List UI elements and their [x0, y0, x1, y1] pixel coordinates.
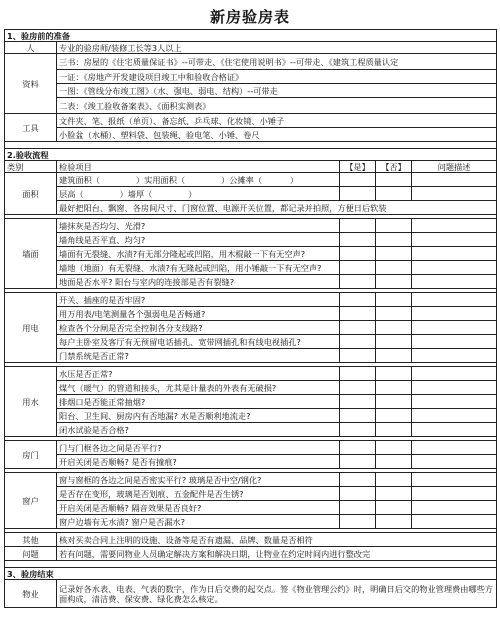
- column-header-row: [5, 161, 497, 173]
- wall-row: [5, 219, 497, 233]
- col-item-header: 检验项目: [57, 161, 340, 173]
- check-item: 闭水试验是否合格?: [57, 423, 340, 437]
- check-no-cell[interactable]: [376, 219, 412, 233]
- check-item: 每户主卧室及客厅有无预留电话插孔、宽带网插孔和有线电视插孔?: [57, 335, 340, 349]
- wall-label: 墙面: [5, 219, 57, 289]
- check-no-cell[interactable]: [376, 335, 412, 349]
- issue-desc-cell[interactable]: [412, 501, 497, 515]
- spacer: [5, 561, 497, 568]
- issue-desc-cell[interactable]: [412, 349, 497, 363]
- check-no-cell[interactable]: [376, 501, 412, 515]
- area-row-2: [5, 187, 497, 201]
- check-yes-cell[interactable]: [340, 501, 376, 515]
- check-no-cell[interactable]: [376, 473, 412, 487]
- docs-item: 二表：《竣工验收备案表》、《面积实测表》: [57, 98, 497, 114]
- check-no-cell[interactable]: [376, 423, 412, 437]
- property-text: 记录好各水表、电表、气表的数字，作为日后交费的起交点。签《物业管理公约》时，明确日后交的物业管理费由哪些方面构成，清洁费、保安费、绿化费怎么核定。: [57, 580, 497, 608]
- electric-label: 用电: [5, 293, 57, 363]
- check-yes-cell[interactable]: [340, 381, 376, 395]
- electric-row: [5, 321, 497, 335]
- person-row: [5, 42, 497, 54]
- area-height-wall: [57, 187, 340, 201]
- door-row: [5, 455, 497, 469]
- check-no-cell[interactable]: [376, 487, 412, 501]
- section2-heading-row: [5, 149, 497, 161]
- area-building-label: 建筑面积（: [59, 174, 100, 185]
- col-yes-header: 【是】: [340, 161, 376, 173]
- issue-desc-cell[interactable]: [412, 473, 497, 487]
- check-item: 墙抹灰是否均匀、光滑?: [57, 219, 340, 233]
- water-label: 用水: [5, 367, 57, 437]
- check-yes-cell[interactable]: [340, 335, 376, 349]
- electric-row: [5, 307, 497, 321]
- window-row: [5, 501, 497, 515]
- check-item: 门禁系统是否正常?: [57, 349, 340, 363]
- issue-text: 若有问题，需要同物业人员确定解决方案和解决日期，让物业在约定时间内进行整改完: [57, 547, 497, 561]
- page-title: 新房验房表: [209, 8, 290, 26]
- docs-item: 一证：《房地产开发建设项目竣工中和验收合格证》: [57, 70, 497, 84]
- check-yes-cell[interactable]: [340, 423, 376, 437]
- door-label: 房门: [5, 441, 57, 469]
- section1-heading: 1、验房前的准备: [5, 30, 497, 42]
- check-no-cell[interactable]: [376, 455, 412, 469]
- issue-desc-cell[interactable]: [412, 293, 497, 307]
- check-item: 墙面有无裂缝、水渍?有无部分隆起或凹陷，用木棍敲一下有无空声?: [57, 247, 340, 261]
- check-yes-cell[interactable]: [340, 233, 376, 247]
- check-yes-cell[interactable]: [340, 455, 376, 469]
- issue-desc-cell[interactable]: [412, 441, 497, 455]
- check-item: 开启关闭是否顺畅? 是否有撞痕?: [57, 455, 340, 469]
- check-yes-cell[interactable]: [340, 515, 376, 529]
- check-item: 窗与窗框的各边之间是否密实平行? 玻璃是否中空/钢化?: [57, 473, 340, 487]
- check-no-cell[interactable]: [376, 173, 412, 187]
- check-no-cell[interactable]: [376, 395, 412, 409]
- check-no-cell[interactable]: [376, 381, 412, 395]
- check-yes-cell[interactable]: [340, 367, 376, 381]
- check-yes-cell[interactable]: [340, 187, 376, 201]
- check-item: 门与门框各边之间是否平行?: [57, 441, 340, 455]
- issue-desc-cell[interactable]: [412, 261, 497, 275]
- issue-row: [5, 547, 497, 561]
- spacer-row: [5, 142, 497, 149]
- issue-desc-cell[interactable]: [412, 409, 497, 423]
- check-item: 水压是否正常?: [57, 367, 340, 381]
- area-note: 最好把阳台、飘窗、各房间尺寸、门窗位置、电源开关位置，都记录并拍照，方便日后软装: [57, 201, 497, 215]
- check-yes-cell[interactable]: [340, 321, 376, 335]
- docs-item: 三书：房屋的《住宅质量保证书》--可带走、《住宅使用说明书》--可带走、《建筑工程质量认定: [57, 54, 497, 70]
- water-row: [5, 423, 497, 437]
- check-yes-cell[interactable]: [340, 473, 376, 487]
- area-close-paren-2: ）: [188, 188, 197, 199]
- issue-desc-cell[interactable]: [412, 233, 497, 247]
- spacer: [5, 142, 497, 149]
- check-no-cell[interactable]: [376, 515, 412, 529]
- person-text: 专业的验房师/装修工长等3人以上: [57, 42, 497, 54]
- issue-desc-cell[interactable]: [412, 321, 497, 335]
- check-item: 开关、插座的是否牢固?: [57, 293, 340, 307]
- issue-desc-cell[interactable]: [412, 367, 497, 381]
- check-item: 阳台、卫生间、厨房内有否地漏? 水是否顺利地流走?: [57, 409, 340, 423]
- issue-desc-cell[interactable]: [412, 455, 497, 469]
- other-text: 核对买卖合同上注明的设施、设备等是否有遗漏、品牌、数量是否相符: [57, 533, 497, 547]
- check-item: 煤气（暖气）的管道和接头，尤其是计量表的外表有无破损?: [57, 381, 340, 395]
- issue-desc-cell[interactable]: [412, 187, 497, 201]
- person-label: 人: [5, 42, 57, 54]
- wall-row: [5, 261, 497, 275]
- electric-row: [5, 293, 497, 307]
- section3-heading: 3、验房结束: [5, 568, 497, 580]
- wall-row: [5, 233, 497, 247]
- tools-row-2: [5, 128, 497, 142]
- check-item: 是否存在变形，玻璃是否划痕、五金配件是否生锈?: [57, 487, 340, 501]
- property-row: [5, 580, 497, 608]
- issue-label: 问题: [5, 547, 57, 561]
- issue-desc-cell[interactable]: [412, 395, 497, 409]
- check-no-cell[interactable]: [376, 409, 412, 423]
- area-height-label: 层高（: [59, 188, 84, 199]
- check-no-cell[interactable]: [376, 293, 412, 307]
- check-yes-cell[interactable]: [340, 247, 376, 261]
- water-row: [5, 381, 497, 395]
- issue-desc-cell[interactable]: [412, 219, 497, 233]
- tools-item: 小脸盆（水桶）、塑料袋、包装绳、验电笔、小锤、卷尺: [57, 128, 497, 142]
- section3-heading-row: [5, 568, 497, 580]
- area-measurements: [57, 173, 340, 187]
- docs-row-4: [5, 98, 497, 114]
- check-no-cell[interactable]: [376, 321, 412, 335]
- electric-row: [5, 349, 497, 363]
- check-yes-cell[interactable]: [340, 261, 376, 275]
- window-row: [5, 473, 497, 487]
- window-row: [5, 515, 497, 529]
- check-item: 墙角线是否平直、均匀?: [57, 233, 340, 247]
- area-close-paren: ）: [290, 174, 299, 185]
- check-yes-cell[interactable]: [340, 173, 376, 187]
- wall-row: [5, 247, 497, 261]
- check-no-cell[interactable]: [376, 233, 412, 247]
- issue-desc-cell[interactable]: [412, 515, 497, 529]
- docs-item: 一图：《管线分布竣工图》（水、强电、弱电、结构）--可带走: [57, 84, 497, 98]
- check-no-cell[interactable]: [376, 367, 412, 381]
- issue-desc-cell[interactable]: [412, 247, 497, 261]
- issue-desc-cell[interactable]: [412, 275, 497, 289]
- check-no-cell[interactable]: [376, 307, 412, 321]
- issue-desc-cell[interactable]: [412, 173, 497, 187]
- electric-row: [5, 335, 497, 349]
- area-row-3: [5, 201, 497, 215]
- issue-desc-cell[interactable]: [412, 307, 497, 321]
- check-yes-cell[interactable]: [340, 409, 376, 423]
- issue-desc-cell[interactable]: [412, 335, 497, 349]
- section2-heading: 2.验收流程: [5, 149, 497, 161]
- area-wall-label: ）墙厚（: [119, 188, 153, 199]
- check-no-cell[interactable]: [376, 261, 412, 275]
- check-item: 地面是否水平? 阳台与室内的连接部是否有裂缝?: [57, 275, 340, 289]
- door-row: [5, 441, 497, 455]
- area-usable-label: ）实用面积（: [135, 174, 186, 185]
- col-desc-header: 问题描述: [412, 161, 497, 173]
- check-no-cell[interactable]: [376, 247, 412, 261]
- other-row: [5, 533, 497, 547]
- area-label: 面积: [5, 173, 57, 215]
- check-item: 窗户边墙有无水渍? 窗户是否漏水?: [57, 515, 340, 529]
- issue-desc-cell[interactable]: [412, 381, 497, 395]
- check-yes-cell[interactable]: [340, 441, 376, 455]
- issue-desc-cell[interactable]: [412, 423, 497, 437]
- docs-row-3: [5, 84, 497, 98]
- tools-row-1: [5, 114, 497, 128]
- wall-row: [5, 275, 497, 289]
- check-no-cell[interactable]: [376, 349, 412, 363]
- col-no-header: 【否】: [376, 161, 412, 173]
- check-yes-cell[interactable]: [340, 275, 376, 289]
- docs-row-2: [5, 70, 497, 84]
- inspection-table: [4, 29, 497, 608]
- check-no-cell[interactable]: [376, 275, 412, 289]
- spacer-row: [5, 561, 497, 568]
- other-label: 其他: [5, 533, 57, 547]
- check-yes-cell[interactable]: [340, 349, 376, 363]
- check-no-cell[interactable]: [376, 441, 412, 455]
- water-row: [5, 395, 497, 409]
- check-yes-cell[interactable]: [340, 395, 376, 409]
- check-item: 检查各个分闸是否完全控制各分支线路?: [57, 321, 340, 335]
- check-no-cell[interactable]: [376, 187, 412, 201]
- check-yes-cell[interactable]: [340, 307, 376, 321]
- check-yes-cell[interactable]: [340, 219, 376, 233]
- docs-label: 资料: [5, 54, 57, 114]
- docs-row-1: [5, 54, 497, 70]
- tools-item: 文件夹、笔、报纸（单页）、备忘纸、乒乓球、化妆镜、小锤子: [57, 114, 497, 128]
- section1-heading-row: [5, 30, 497, 42]
- check-yes-cell[interactable]: [340, 293, 376, 307]
- check-item: 用万用表/电笔测量各个强弱电是否畅通?: [57, 307, 340, 321]
- check-yes-cell[interactable]: [340, 487, 376, 501]
- window-row: [5, 487, 497, 501]
- property-label: 物业: [5, 580, 57, 608]
- check-item: 排烟口是否能正常抽烟?: [57, 395, 340, 409]
- water-row: [5, 409, 497, 423]
- area-row-1: [5, 173, 497, 187]
- check-item: 墙地（地面）有无裂缝、水渍?有无隆起或凹陷，用小锤敲一下有无空声?: [57, 261, 340, 275]
- check-item: 开启关闭是否顺畅? 隔音效果是否良好?: [57, 501, 340, 515]
- window-label: 窗户: [5, 473, 57, 529]
- area-shared-label: ）公摊率（: [221, 174, 263, 185]
- tools-label: 工具: [5, 114, 57, 142]
- col-category-header: 类别: [5, 161, 57, 173]
- issue-desc-cell[interactable]: [412, 487, 497, 501]
- water-row: [5, 367, 497, 381]
